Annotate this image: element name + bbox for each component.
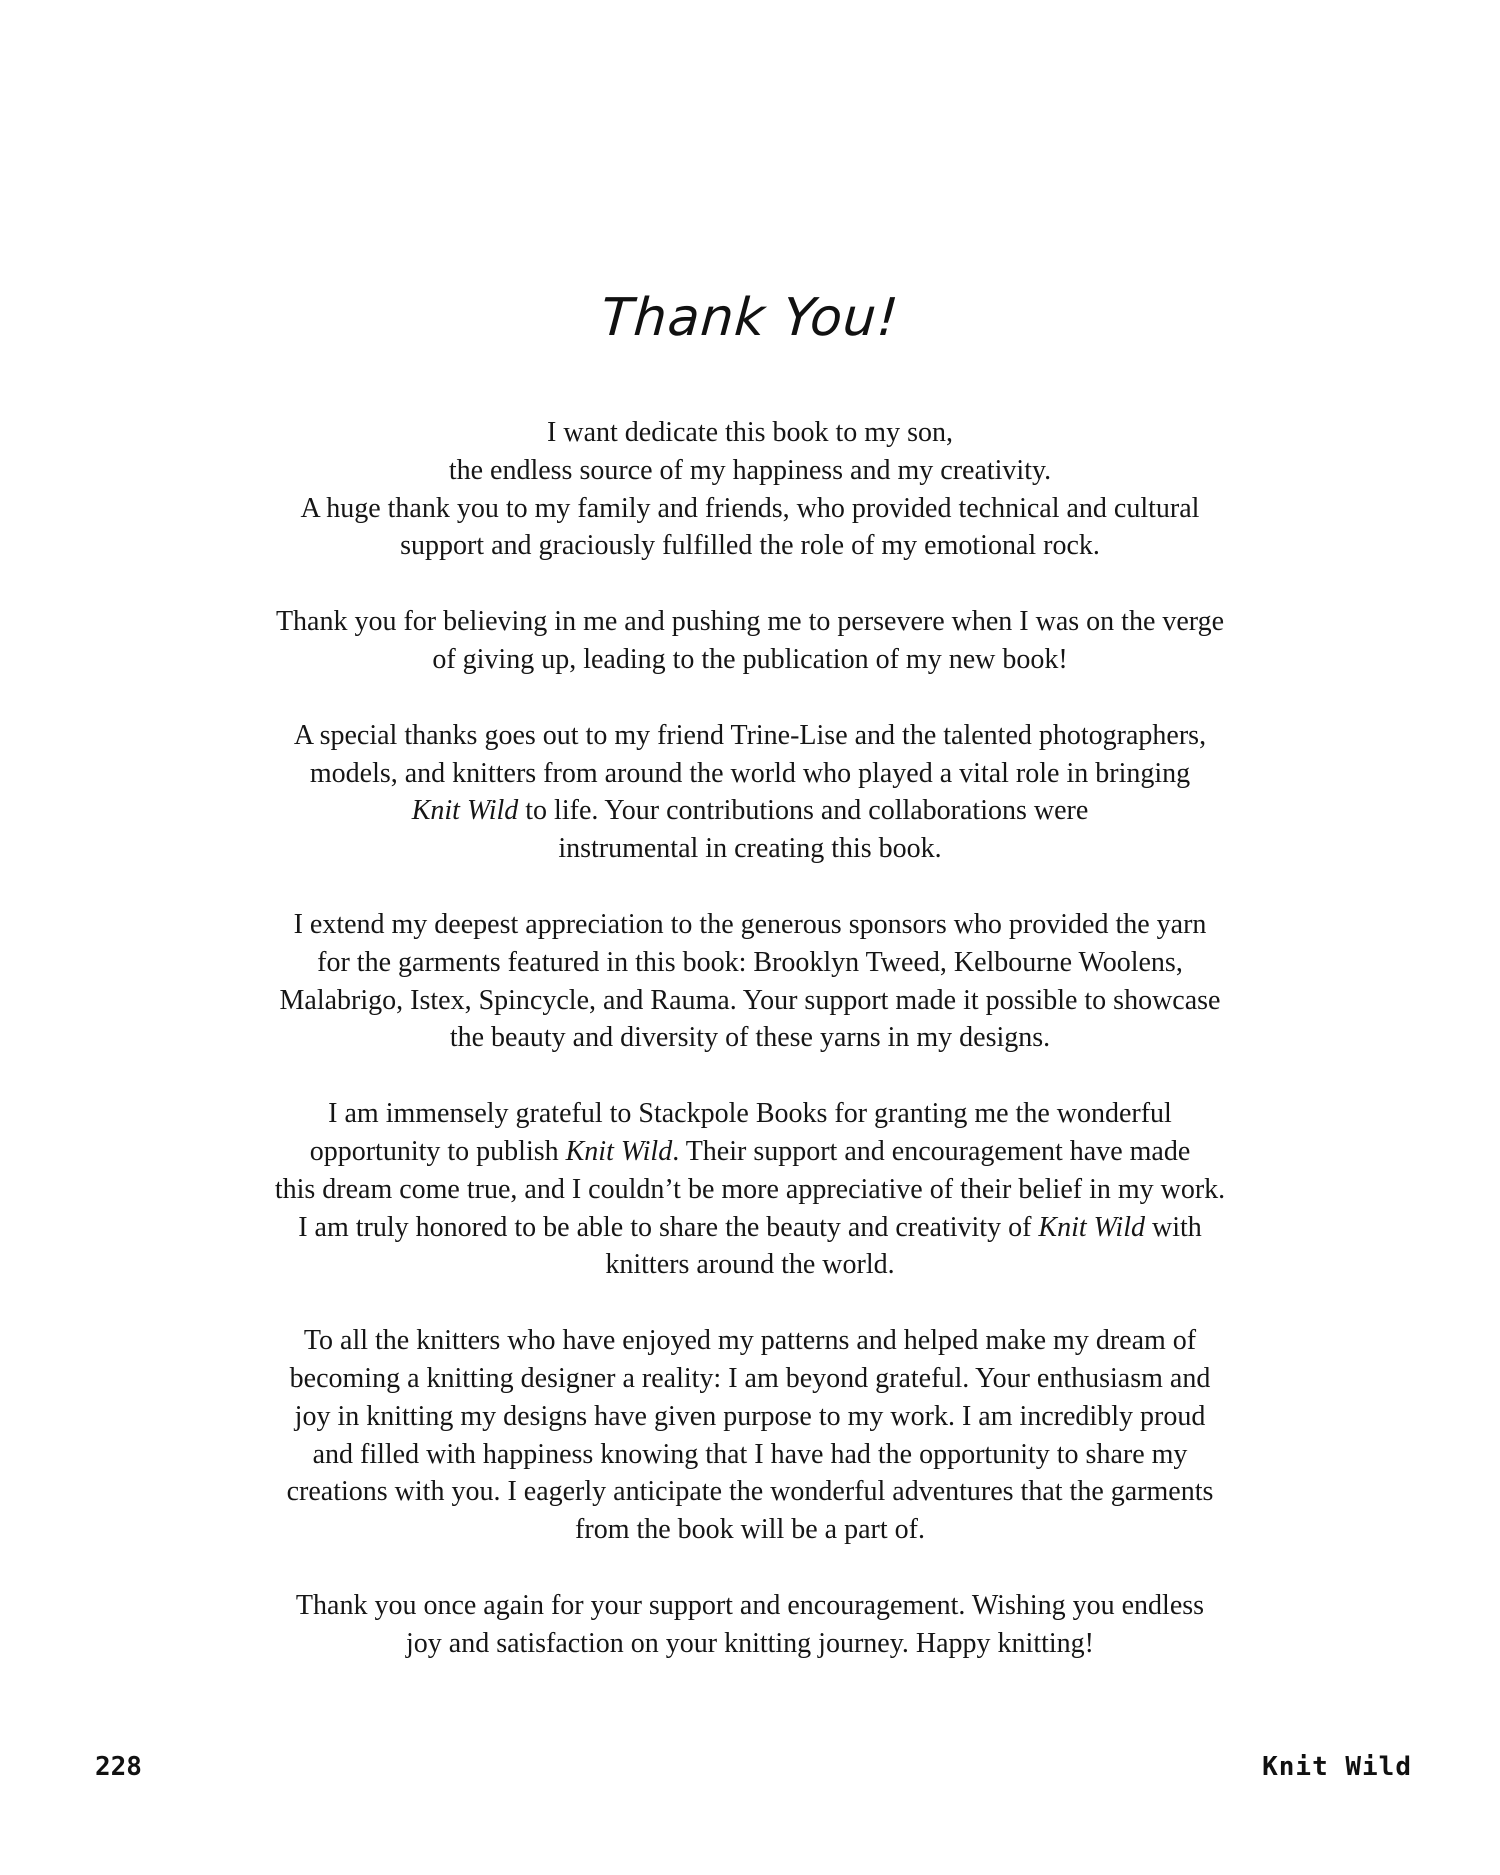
text-line bbox=[230, 1473, 1270, 1511]
text-segment: knitters around the world. bbox=[605, 1249, 895, 1281]
text-line bbox=[230, 1587, 1270, 1625]
text-line bbox=[230, 944, 1270, 982]
paragraph bbox=[230, 1322, 1270, 1549]
paragraph bbox=[230, 906, 1270, 1057]
text-segment: joy in knitting my designs have given purpose to my work. I am incredibly proud bbox=[294, 1400, 1206, 1432]
text-line bbox=[230, 1436, 1270, 1474]
text-segment: To all the knitters who have enjoyed my patterns and helped make my dream of bbox=[303, 1325, 1197, 1357]
text-line bbox=[230, 1209, 1270, 1247]
text-segment: Malabrigo, Istex, Spincycle, and Rauma. Your support made it possible to showcase bbox=[279, 984, 1221, 1016]
text-segment: creations with you. I eagerly anticipate the wonderful adventures that the garments bbox=[286, 1476, 1214, 1508]
text-line bbox=[230, 755, 1270, 793]
text-segment: support and graciously fulfilled the role of my emotional rock. bbox=[400, 530, 1100, 562]
text-segment: . Their support and encouragement have made bbox=[672, 1135, 1191, 1167]
text-segment: instrumental in creating this book. bbox=[558, 833, 942, 865]
text-line bbox=[230, 452, 1270, 490]
text-line bbox=[230, 641, 1270, 679]
running-footer-title: Knit Wild bbox=[1262, 1752, 1412, 1782]
text-line bbox=[230, 1511, 1270, 1549]
page-number: 228 bbox=[95, 1752, 142, 1782]
text-segment: joy and satisfaction on your knitting journey. Happy knitting! bbox=[406, 1627, 1094, 1659]
book-title-italic: Knit Wild bbox=[1038, 1211, 1145, 1243]
text-segment: with bbox=[1144, 1211, 1202, 1243]
text-segment: I want dedicate this book to my son, bbox=[547, 417, 953, 448]
book-title-italic: Knit Wild bbox=[565, 1135, 673, 1167]
text-line bbox=[230, 906, 1270, 944]
text-segment: I extend my deepest appreciation to the generous sponsors who provided the yarn bbox=[293, 908, 1207, 940]
text-segment: of giving up, leading to the publication of my new book! bbox=[432, 643, 1068, 675]
text-segment: and filled with happiness knowing that I have had the opportunity to share my bbox=[312, 1438, 1188, 1470]
book-title-italic: Knit Wild bbox=[411, 795, 519, 827]
page-title: Thank You! bbox=[598, 288, 902, 348]
text-segment: for the garments featured in this book: Brooklyn Tweed, Kelbourne Woolens, bbox=[317, 946, 1183, 978]
text-line bbox=[230, 1133, 1270, 1171]
text-line bbox=[230, 982, 1270, 1020]
text-line bbox=[230, 1322, 1270, 1360]
text-line bbox=[230, 1360, 1270, 1398]
paragraph bbox=[230, 414, 1270, 565]
body-text bbox=[230, 414, 1270, 1663]
text-line bbox=[230, 414, 1270, 452]
text-line bbox=[230, 1625, 1270, 1663]
text-line bbox=[230, 1095, 1270, 1133]
text-line bbox=[230, 792, 1270, 830]
text-line bbox=[230, 717, 1270, 755]
text-segment: opportunity to publish bbox=[309, 1135, 566, 1167]
paragraph bbox=[230, 1587, 1270, 1663]
paragraph bbox=[230, 603, 1270, 679]
text-segment: A huge thank you to my family and friends, who provided technical and cultural bbox=[300, 492, 1200, 524]
text-line bbox=[230, 603, 1270, 641]
text-line bbox=[230, 527, 1270, 565]
text-segment: I am truly honored to be able to share the beauty and creativity of bbox=[298, 1211, 1039, 1243]
text-segment: Thank you once again for your support and encouragement. Wishing you endless bbox=[295, 1589, 1205, 1621]
text-line bbox=[230, 490, 1270, 528]
text-segment: the beauty and diversity of these yarns in my designs. bbox=[449, 1022, 1051, 1054]
text-line bbox=[230, 1246, 1270, 1284]
text-segment: becoming a knitting designer a reality: I am beyond grateful. Your enthusiasm and bbox=[289, 1362, 1211, 1394]
text-line bbox=[230, 830, 1270, 868]
paragraph bbox=[230, 717, 1270, 868]
text-segment: from the book will be a part of. bbox=[575, 1514, 925, 1546]
text-line bbox=[230, 1019, 1270, 1057]
text-line bbox=[230, 1398, 1270, 1436]
text-segment: this dream come true, and I couldn’t be more appreciative of their belief in my work. bbox=[274, 1173, 1226, 1205]
text-segment: the endless source of my happiness and my creativity. bbox=[448, 454, 1052, 486]
text-line bbox=[230, 1171, 1270, 1209]
text-segment: Thank you for believing in me and pushing me to persevere when I was on the verge bbox=[275, 606, 1225, 638]
text-segment: A special thanks goes out to my friend Trine-Lise and the talented photographers, bbox=[293, 719, 1207, 751]
text-segment: models, and knitters from around the world who played a vital role in bringing bbox=[309, 757, 1191, 789]
text-segment: I am immensely grateful to Stackpole Books for granting me the wonderful bbox=[328, 1098, 1172, 1130]
text-segment: to life. Your contributions and collaborations were bbox=[518, 795, 1089, 827]
paragraph bbox=[230, 1095, 1270, 1284]
